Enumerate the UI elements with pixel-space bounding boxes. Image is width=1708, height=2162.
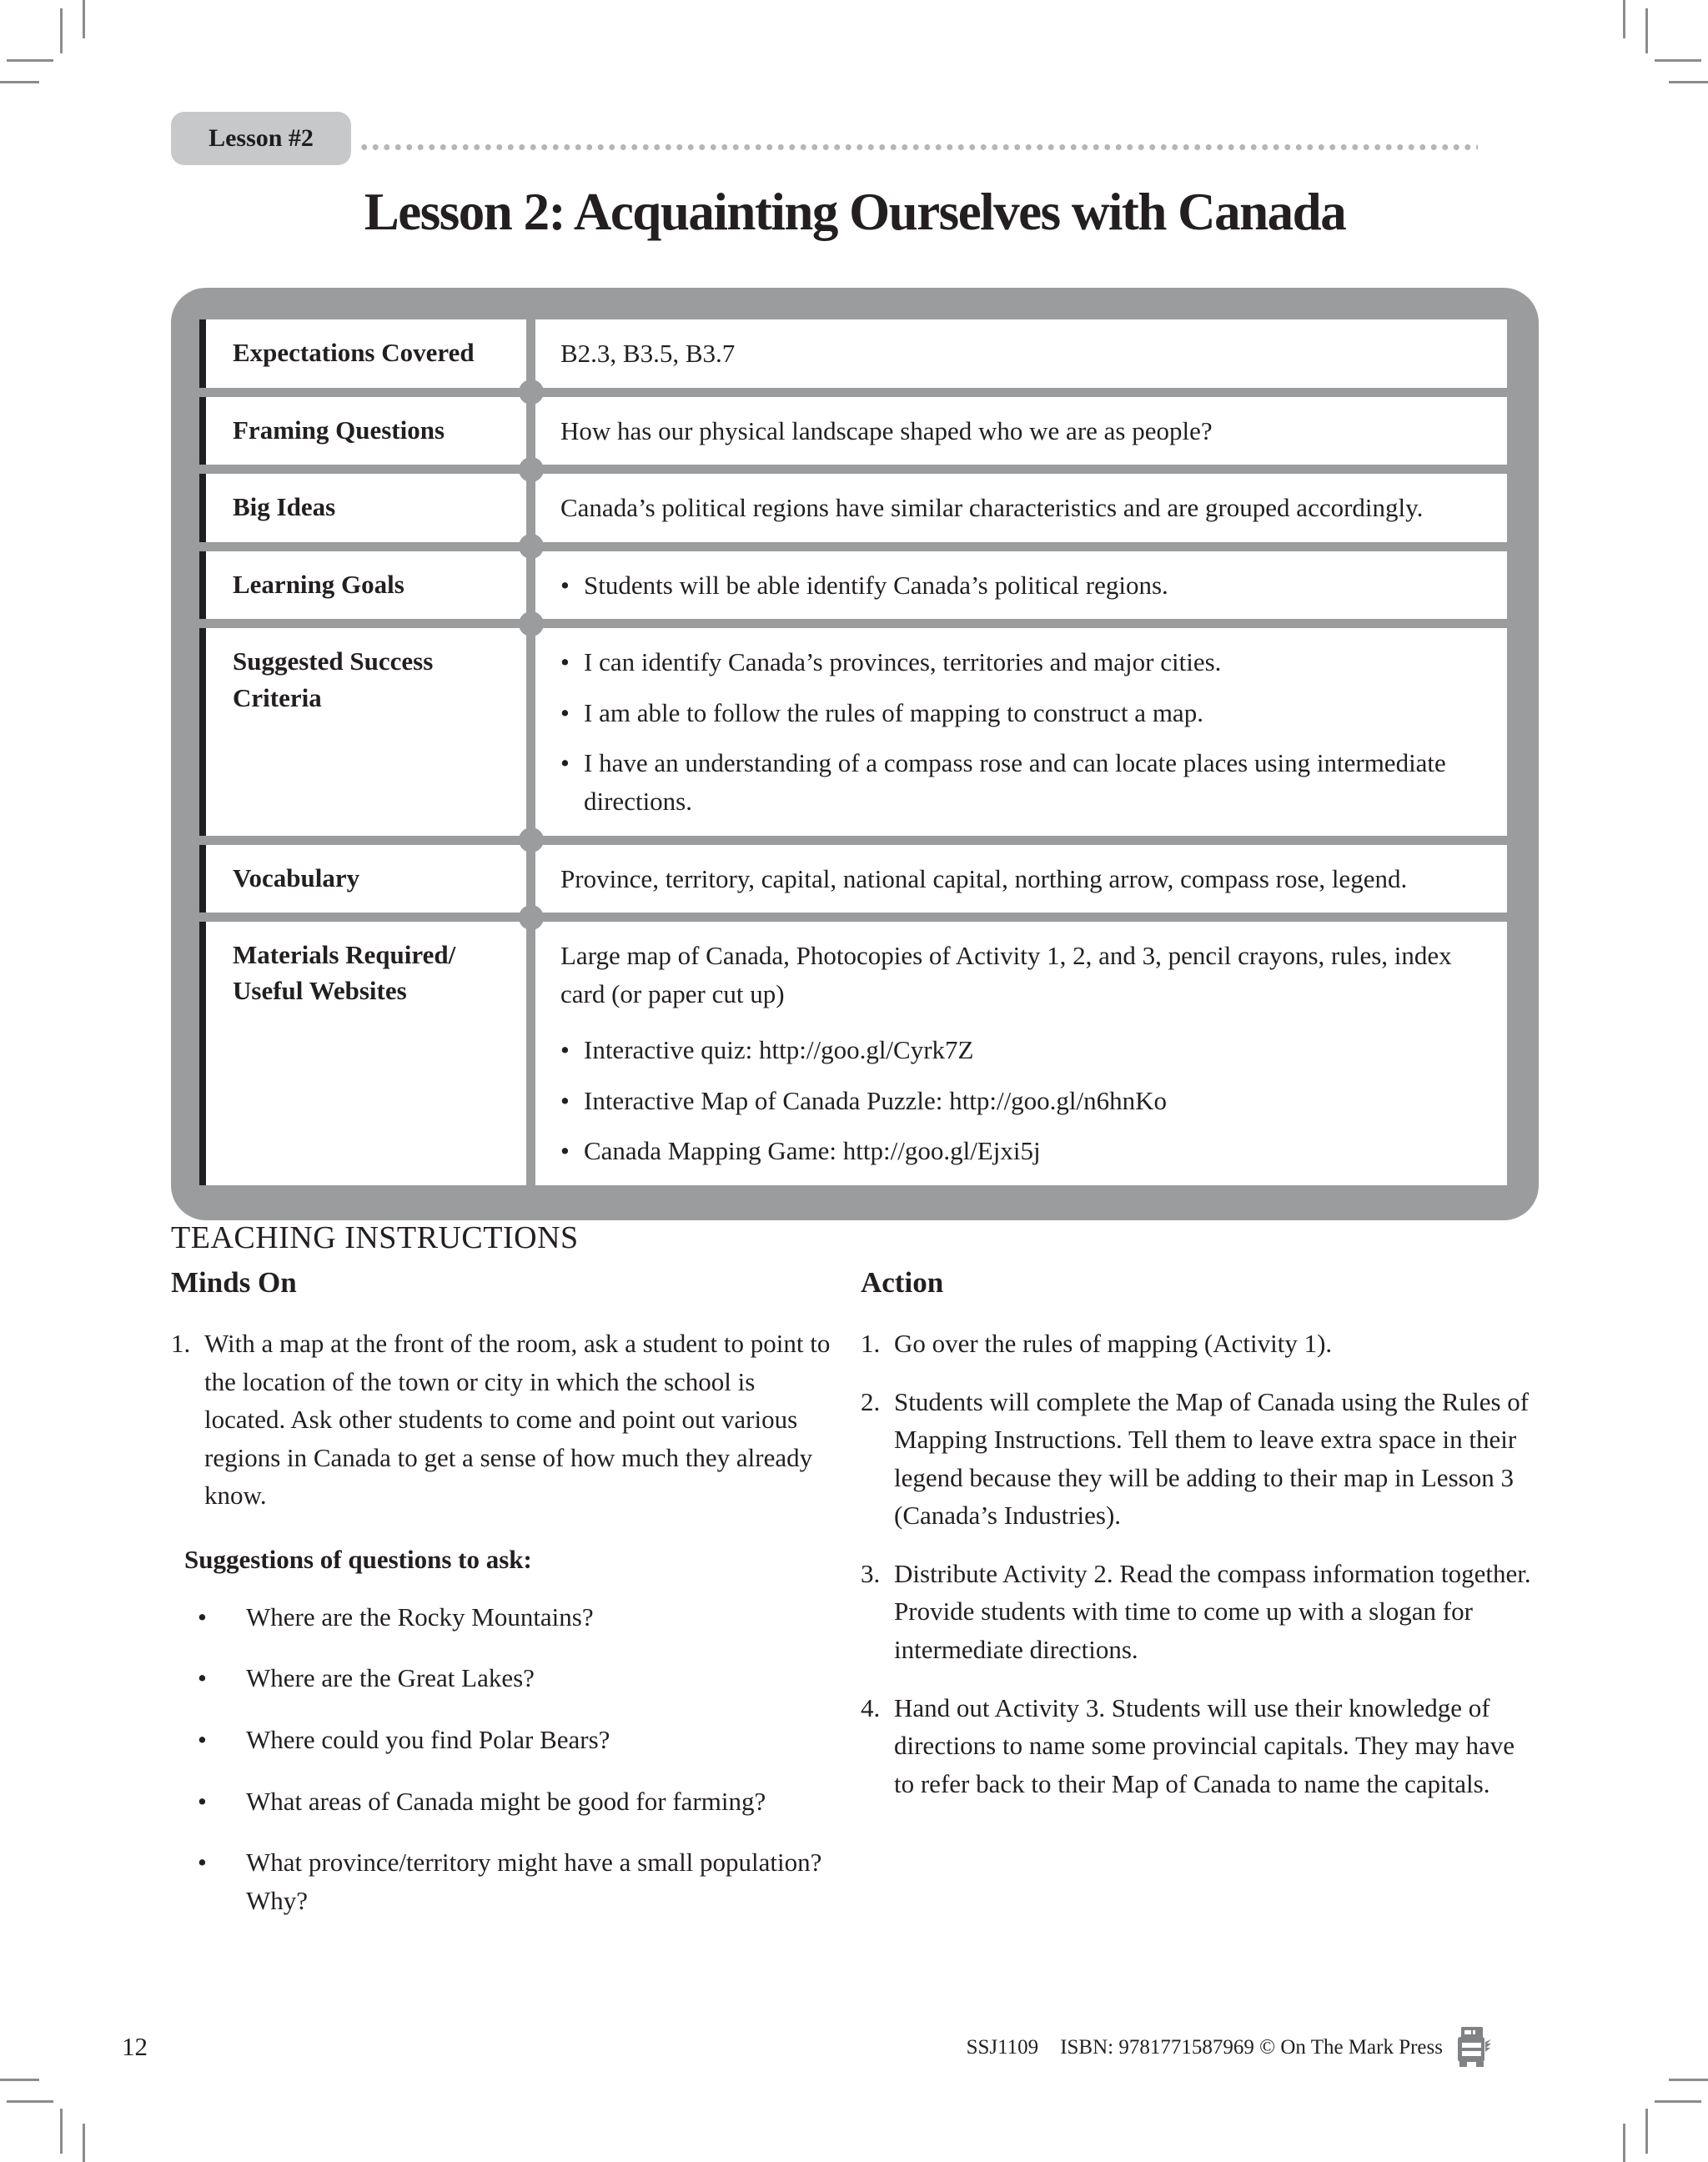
question-text: • Where are the Rocky Mountains?: [246, 1601, 594, 1632]
row-paragraph: Large map of Canada, Photocopies of Activity 1, 2, and 3, pencil crayons, rules, index card (or paper cut up): [560, 941, 1452, 1008]
row-value: [535, 474, 1507, 542]
bullet-item: [560, 643, 1479, 681]
bullet-text: • I have an understanding of a compass rose and can locate places using intermediate directions.: [584, 748, 1446, 816]
questions-subheading: Suggestions of questions to ask:: [184, 1544, 532, 1574]
bullet-text: • I can identify Canada’s provinces, territories and major cities.: [584, 647, 1222, 677]
row-value: [535, 922, 1507, 1185]
crop-mark: [1645, 8, 1648, 53]
action-item: [861, 1325, 1539, 1363]
row-label: Framing Questions: [199, 397, 526, 465]
bullet-item: [560, 694, 1479, 732]
action-column: [861, 1266, 1539, 1823]
row-label: Expectations Covered: [199, 319, 526, 388]
bullet-text: • Students will be able identify Canada’s political regions.: [584, 570, 1168, 600]
action-item: [861, 1555, 1539, 1669]
crop-mark: [60, 8, 63, 53]
crop-mark: [1669, 2079, 1708, 2081]
item-number: 4.: [861, 1692, 881, 1722]
row-divider: [526, 922, 535, 1185]
question-item: [198, 1843, 842, 1919]
question-item: [198, 1721, 842, 1759]
printer-icon: [1454, 2025, 1494, 2070]
lesson-tab: [171, 112, 351, 165]
page-title: Lesson 2: Acquainting Ourselves with Canada: [364, 183, 1346, 241]
row-value: [535, 628, 1507, 835]
item-number: 1.: [861, 1329, 881, 1358]
action-item: [861, 1689, 1539, 1803]
item-text: Go over the rules of mapping (Activity 1).: [894, 1329, 1333, 1358]
bullet-text: • Interactive quiz: http://goo.gl/Cyrk7Z: [584, 1035, 974, 1065]
action-heading: Action: [861, 1266, 944, 1299]
info-table-rows: [199, 319, 1507, 1185]
page-number: 12: [122, 2032, 148, 2061]
row-label: Learning Goals: [199, 551, 526, 620]
table-row: [199, 628, 1507, 835]
minds-on-numbered-list: [171, 1325, 842, 1515]
table-row: [199, 922, 1507, 1185]
dotted-divider: [359, 143, 1478, 151]
row-divider: [526, 397, 535, 465]
row-label: Materials Required/ Useful Websites: [199, 922, 526, 1185]
lesson-info-table: [171, 288, 1539, 1220]
question-item: [198, 1659, 842, 1697]
row-label: Big Ideas: [199, 474, 526, 542]
row-divider: [526, 628, 535, 835]
item-number: 3.: [861, 1558, 881, 1588]
item-number: 2.: [861, 1386, 881, 1416]
row-value: [535, 397, 1507, 465]
row-value: [535, 845, 1507, 913]
crop-mark: [0, 2079, 39, 2081]
crop-mark: [83, 2124, 85, 2162]
bullet-item: [560, 566, 1479, 605]
question-text: • What areas of Canada might be good for farming?: [246, 1786, 766, 1816]
item-number: 1.: [171, 1329, 191, 1358]
row-label: Vocabulary: [199, 845, 526, 913]
item-text: Students will complete the Map of Canada using the Rules of Mapping Instructions. Tell them to leave extra space in their legend because they will be adding to their map in Lesson 3 (Canada’s Industries).: [894, 1386, 1530, 1531]
row-divider: [526, 474, 535, 542]
action-item: [861, 1383, 1539, 1535]
table-row: [199, 551, 1507, 620]
row-paragraph: How has our physical landscape shaped who we are as people?: [560, 415, 1213, 445]
question-text: • What province/territory might have a small population? Why?: [246, 1848, 822, 1915]
crop-mark: [1623, 0, 1625, 38]
questions-list: [171, 1598, 842, 1919]
minds-on-column: [171, 1266, 842, 1943]
crop-mark: [1645, 2109, 1648, 2154]
footer-isbn: ISBN: 9781771587969 © On The Mark Press: [1060, 2036, 1443, 2059]
bullet-item: [560, 1132, 1479, 1170]
bullet-item: [560, 1031, 1479, 1069]
row-divider: [526, 319, 535, 388]
row-value: [535, 319, 1507, 388]
question-item: [198, 1782, 842, 1821]
row-paragraph: Province, territory, capital, national capital, northing arrow, compass rose, legend.: [560, 863, 1408, 893]
crop-mark: [60, 2109, 63, 2154]
table-row: [199, 319, 1507, 388]
table-row: [199, 474, 1507, 542]
table-row: [199, 845, 1507, 913]
teaching-instructions-heading: TEACHING INSTRUCTIONS: [171, 1220, 579, 1255]
item-text: With a map at the front of the room, ask a student to point to the location of the town or city in which the school is located. Ask other students to come and point out various regions in Canada to get a sense of how much they already know.: [204, 1329, 831, 1511]
item-text: Distribute Activity 2. Read the compass information together. Provide students with time to come up with a slogan for intermediate directions.: [894, 1558, 1531, 1664]
footer-code: SSJ1109: [966, 2036, 1039, 2059]
bullet-text: • Canada Mapping Game: http://goo.gl/Ejxi5j: [584, 1136, 1041, 1166]
item-text: Hand out Activity 3. Students will use their knowledge of directions to name some provincial capitals. They may have to refer back to their Map of Canada to name the capitals.: [894, 1692, 1515, 1798]
crop-mark: [7, 2100, 53, 2103]
question-item: [198, 1598, 842, 1637]
action-numbered-list: [861, 1325, 1539, 1803]
question-text: • Where could you find Polar Bears?: [246, 1724, 610, 1754]
crop-mark: [7, 59, 53, 62]
row-label: Suggested Success Criteria: [199, 628, 526, 835]
row-paragraph: Canada’s political regions have similar characteristics and are grouped accordingly.: [560, 493, 1424, 523]
bullet-text: • Interactive Map of Canada Puzzle: http://goo.gl/n6hnKo: [584, 1085, 1168, 1115]
crop-mark: [83, 0, 85, 38]
crop-mark: [1623, 2124, 1625, 2162]
crop-mark: [1669, 81, 1708, 83]
bullet-text: • I am able to follow the rules of mapping to construct a map.: [584, 697, 1203, 727]
row-divider: [526, 551, 535, 620]
minds-on-item: [171, 1325, 842, 1515]
question-text: • Where are the Great Lakes?: [246, 1663, 535, 1693]
crop-mark: [1655, 59, 1701, 62]
row-paragraph: B2.3, B3.5, B3.7: [560, 339, 736, 368]
crop-mark: [1655, 2100, 1701, 2103]
bullet-item: [560, 744, 1479, 820]
table-row: [199, 397, 1507, 465]
lesson-tab-label: Lesson #2: [208, 124, 314, 152]
minds-on-heading: Minds On: [171, 1266, 297, 1299]
footer-credit: [967, 2025, 1494, 2070]
crop-mark: [0, 81, 39, 83]
row-value: [535, 551, 1507, 620]
bullet-item: [560, 1082, 1479, 1120]
row-divider: [526, 845, 535, 913]
